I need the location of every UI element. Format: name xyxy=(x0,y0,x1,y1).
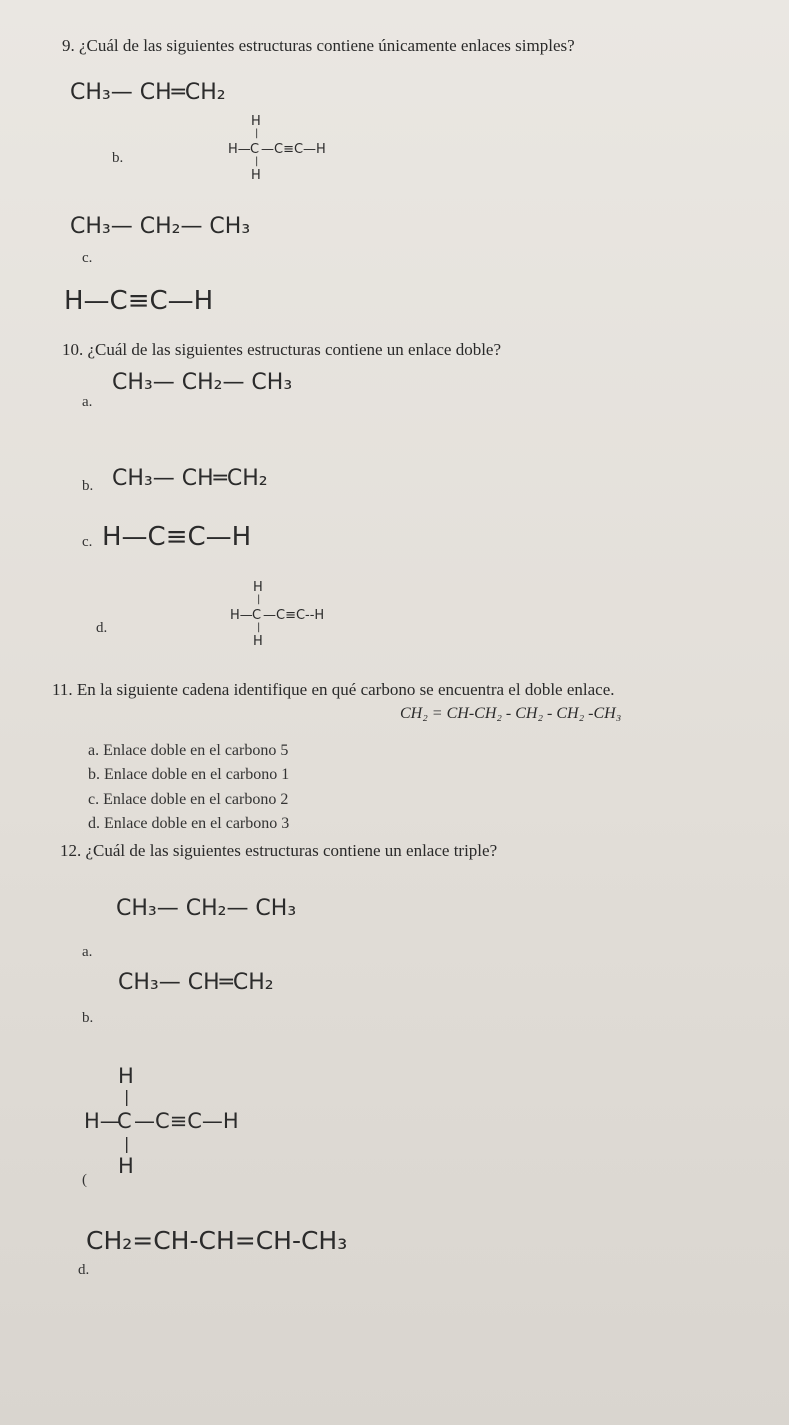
q12-option-b-letter: b. xyxy=(82,1010,94,1026)
q12-option-c-structure xyxy=(84,1064,344,1194)
q9-option-c-letter: c. xyxy=(82,250,93,266)
question-12-text: 12. ¿Cuál de las siguientes estructuras contiene un enlace triple? xyxy=(60,841,498,860)
q12-option-a-formula: CH₃— CH₂— CH₃ xyxy=(116,896,297,921)
q10-option-d-letter: d. xyxy=(96,620,108,636)
q11-chain-formula: CH₂ = CH-CH₂ - CH₂ - CH₂ -CH₃ xyxy=(400,705,622,722)
carbon-center: C xyxy=(250,142,260,157)
h-top: H xyxy=(253,580,263,595)
question-9-text: 9. ¿Cuál de las siguientes estructuras contiene únicamente enlaces simples? xyxy=(62,36,575,55)
h-top: H xyxy=(251,114,261,129)
bond-vertical: | xyxy=(257,594,261,605)
question-11-text: 11. En la siguiente cadena identifique en qué carbono se encuentra el doble enlace. xyxy=(52,680,615,699)
q12-option-d-letter: d. xyxy=(78,1262,90,1278)
bond-vertical-lower: | xyxy=(257,622,261,633)
bond-vertical: | xyxy=(124,1087,130,1106)
carbon-center: C xyxy=(252,608,262,623)
q10-option-c-letter: c. xyxy=(82,534,93,550)
alkyne-chain: —C≡C—H xyxy=(261,142,326,157)
bond-vertical: | xyxy=(255,128,259,139)
q9-option-b-letter: b. xyxy=(112,150,124,166)
q10-option-a-formula: CH₃— CH₂— CH₃ xyxy=(112,370,293,395)
h-bottom: H xyxy=(118,1154,134,1178)
bond-vertical-lower: | xyxy=(124,1134,130,1153)
q11-option-d: d. Enlace doble en el carbono 3 xyxy=(88,815,290,832)
q10-option-a-letter: a. xyxy=(82,394,93,410)
q9-option-b-structure xyxy=(228,114,398,188)
carbon-center: C xyxy=(117,1109,132,1133)
q12-option-c-letter: ( xyxy=(82,1172,87,1188)
q10-option-c-formula: H—C≡C—H xyxy=(102,522,252,552)
h-left: H— xyxy=(228,142,251,157)
alkyne-chain: —C≡C—H xyxy=(134,1109,239,1133)
q9-option-a-formula: CH₃— CH═CH₂ xyxy=(70,80,226,105)
h-top: H xyxy=(118,1064,134,1088)
alkyne-chain: —C≡C--H xyxy=(263,608,325,623)
q9-option-c-formula: CH₃— CH₂— CH₃ xyxy=(70,214,251,239)
q11-option-c: c. Enlace doble en el carbono 2 xyxy=(88,791,289,808)
question-10-text: 10. ¿Cuál de las siguientes estructuras contiene un enlace doble? xyxy=(62,340,502,359)
h-bottom: H xyxy=(251,168,261,183)
q11-option-b: b. Enlace doble en el carbono 1 xyxy=(88,766,290,783)
q10-option-d-structure xyxy=(230,580,400,654)
q10-option-b-letter: b. xyxy=(82,478,94,494)
q12-option-d-formula: CH₂=CH-CH=CH-CH₃ xyxy=(86,1226,348,1255)
q12-option-a-letter: a. xyxy=(82,944,93,960)
h-left: H— xyxy=(84,1109,121,1133)
q11-option-a: a. Enlace doble en el carbono 5 xyxy=(88,742,289,759)
bond-vertical-lower: | xyxy=(255,156,259,167)
h-bottom: H xyxy=(253,634,263,649)
q9-option-d-formula: H—C≡C—H xyxy=(64,286,214,316)
h-left: H— xyxy=(230,608,253,623)
q10-option-b-formula: CH₃— CH═CH₂ xyxy=(112,466,268,491)
q12-option-b-formula: CH₃— CH═CH₂ xyxy=(118,970,274,995)
